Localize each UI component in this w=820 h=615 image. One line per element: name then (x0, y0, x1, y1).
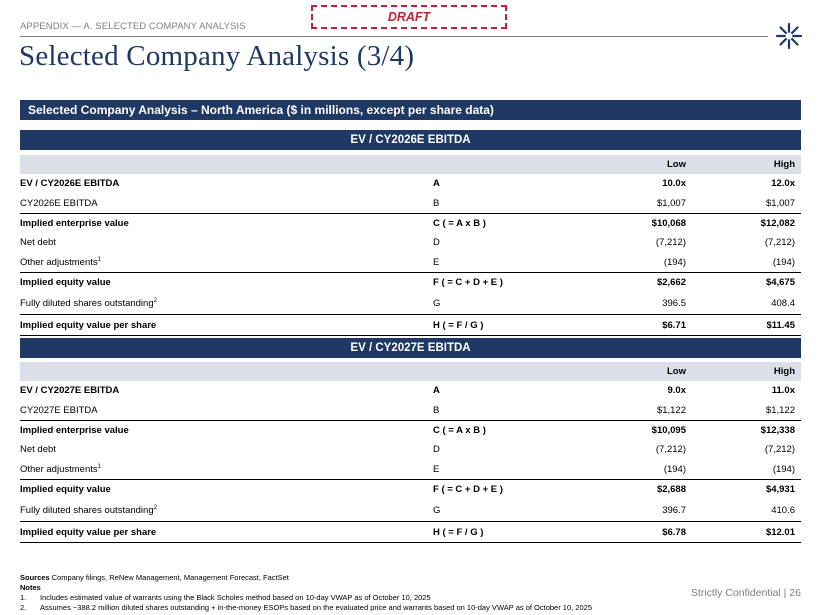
row-formula: F ( = C + D + E ) (433, 484, 503, 495)
row-low: (7,212) (655, 444, 686, 455)
row-low: 9.0x (667, 385, 686, 396)
row-high: (194) (772, 463, 795, 475)
starburst-logo-icon (775, 22, 803, 50)
label-text: Other adjustments (20, 463, 98, 475)
analysis-banner (20, 100, 801, 120)
row-high: 408.4 (771, 297, 795, 309)
row-low: (194) (663, 463, 686, 475)
note-item (20, 593, 592, 603)
row-low: $1,122 (656, 404, 686, 416)
row-formula: E (433, 256, 440, 268)
sources-label: Sources (20, 573, 50, 582)
row-low: $2,688 (656, 484, 686, 495)
row-label: CY2027E EBITDA (20, 404, 98, 416)
row-low: (7,212) (655, 237, 686, 248)
row-formula: H ( = F / G ) (433, 526, 484, 538)
column-low: Low (667, 159, 686, 170)
row-label (20, 257, 101, 268)
row-high: $12,338 (760, 425, 795, 436)
row-formula: C ( = A x B ) (433, 425, 486, 436)
note-item (20, 603, 592, 613)
sources-text: Company filings, ReNew Management, Management Forecast, FactSet (51, 573, 289, 582)
section-header-cy2027 (20, 338, 801, 358)
header-divider (20, 36, 768, 37)
table-row (20, 499, 801, 521)
draft-stamp (311, 5, 507, 29)
label-text: Fully diluted shares outstanding (20, 297, 154, 309)
table-row (20, 440, 801, 459)
footnote-ref: 2 (153, 297, 157, 304)
row-formula: D (433, 444, 440, 455)
row-formula: H ( = F / G ) (433, 319, 484, 331)
row-high: 410.6 (771, 504, 795, 516)
breadcrumb: APPENDIX — A. SELECTED COMPANY ANALYSIS (20, 21, 246, 32)
valuation-table-cy2027 (20, 362, 801, 543)
table-row (20, 213, 801, 233)
column-high: High (773, 366, 795, 377)
table-row (20, 174, 801, 193)
row-label: Implied enterprise value (20, 218, 129, 229)
row-formula: E (433, 463, 440, 475)
label-text: Fully diluted shares outstanding (20, 504, 154, 516)
table-row (20, 314, 801, 336)
row-high: $12.01 (765, 526, 795, 538)
column-header-row (20, 155, 801, 174)
row-label: Implied equity value per share (20, 526, 157, 538)
row-high: 12.0x (771, 178, 795, 189)
row-formula: D (433, 237, 440, 248)
table-row (20, 272, 801, 292)
row-high: $4,675 (765, 277, 795, 288)
table-row (20, 381, 801, 400)
row-label: Implied enterprise value (20, 425, 129, 436)
section-title: EV / CY2027E EBITDA (350, 342, 471, 354)
note-text: Assumes ~388.2 million diluted shares outstanding + in-the-money ESOPs based on the evaluated price and warrants based on 10-day VWAP as of October 10, 2025 (40, 603, 592, 612)
table-row (20, 420, 801, 440)
row-high: $11.45 (766, 319, 795, 331)
row-label: Net debt (20, 237, 56, 248)
table-row (20, 400, 801, 420)
draft-label: DRAFT (387, 10, 431, 24)
footnote-ref: 1 (97, 256, 101, 263)
table-row (20, 479, 801, 499)
column-header-row (20, 362, 801, 381)
row-high: $1,122 (765, 404, 795, 416)
row-label: CY2026E EBITDA (20, 197, 98, 209)
row-formula: A (433, 385, 440, 396)
row-label: EV / CY2026E EBITDA (20, 178, 120, 189)
row-label: Implied equity value per share (20, 319, 157, 331)
row-low: $1,007 (656, 197, 686, 209)
row-high: (194) (772, 256, 795, 268)
label-text: Other adjustments (20, 256, 98, 268)
row-high: (7,212) (764, 444, 795, 455)
note-text: Includes estimated value of warrants using the Black Scholes method based on 10-day VWAP as of October 10, 2025 (40, 593, 431, 602)
column-high: High (773, 159, 795, 170)
section-header-cy2026 (20, 130, 801, 150)
column-low: Low (667, 366, 686, 377)
note-number: 2. (20, 603, 27, 612)
section-title: EV / CY2026E EBITDA (350, 134, 471, 146)
row-label (20, 505, 157, 516)
valuation-table-cy2026 (20, 155, 801, 336)
row-low: $2,662 (656, 277, 686, 288)
row-label: Implied equity value (20, 484, 111, 495)
row-low: (194) (663, 256, 686, 268)
banner-text: Selected Company Analysis – North America ($ in millions, except per share data) (28, 103, 494, 117)
notes-label: Notes (20, 583, 41, 592)
row-formula: B (433, 404, 440, 416)
row-formula: B (433, 197, 440, 209)
row-formula: G (433, 504, 441, 516)
row-label: EV / CY2027E EBITDA (20, 385, 120, 396)
table-row (20, 233, 801, 252)
row-low: 396.5 (662, 297, 686, 309)
row-low: $10,068 (651, 218, 686, 229)
row-low: $6.78 (662, 526, 686, 538)
row-label (20, 298, 157, 309)
row-high: (7,212) (764, 237, 795, 248)
footnote-ref: 2 (153, 504, 157, 511)
confidentiality-page-number: Strictly Confidential | 26 (690, 587, 801, 599)
row-formula: G (433, 297, 441, 309)
footnote-ref: 1 (97, 463, 101, 470)
table-row (20, 252, 801, 272)
row-label (20, 464, 101, 475)
row-low: 396.7 (662, 504, 686, 516)
table-row (20, 521, 801, 543)
table-row (20, 292, 801, 314)
row-high: $1,007 (765, 197, 795, 209)
page-title: Selected Company Analysis (3/4) (19, 40, 415, 72)
row-low: 10.0x (662, 178, 686, 189)
row-high: 11.0x (771, 385, 795, 396)
footnotes (20, 573, 592, 613)
row-formula: A (433, 178, 440, 189)
sources-line (20, 573, 592, 583)
row-formula: C ( = A x B ) (433, 218, 486, 229)
row-formula: F ( = C + D + E ) (433, 277, 503, 288)
row-high: $12,082 (760, 218, 795, 229)
row-label: Implied equity value (20, 277, 111, 288)
note-number: 1. (20, 593, 27, 602)
row-low: $10,095 (651, 425, 686, 436)
row-label: Net debt (20, 444, 56, 455)
row-low: $6.71 (662, 319, 686, 331)
row-high: $4,931 (765, 484, 795, 495)
table-row (20, 193, 801, 213)
table-row (20, 459, 801, 479)
